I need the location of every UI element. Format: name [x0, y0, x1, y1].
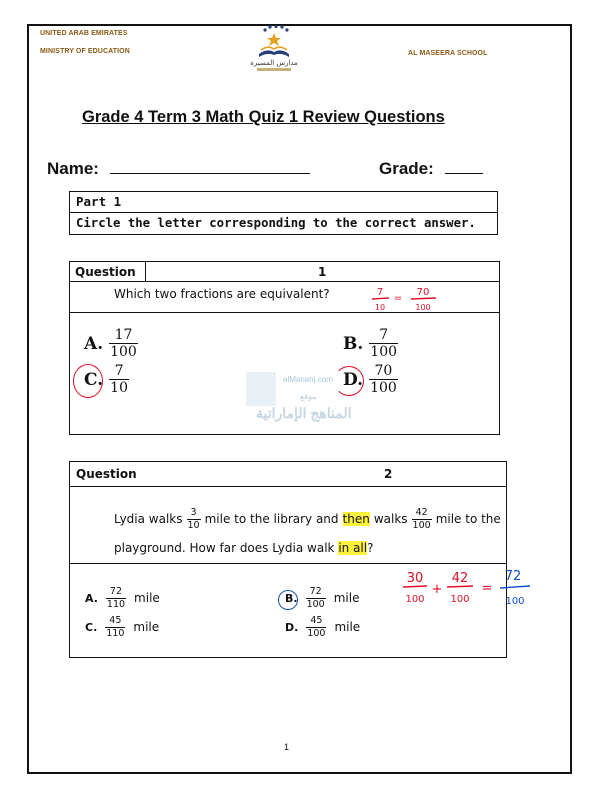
option-fraction: $\frac{45}{100}$ — [307, 615, 326, 639]
header-country: UNITED ARAB EMIRATES — [40, 30, 128, 37]
watermark-site-name: المناهج الإماراتية — [256, 405, 352, 421]
question1-header-separator — [145, 261, 146, 281]
q1-hw-left-num: 7 — [376, 287, 384, 298]
question1-prompt: Which two fractions are equivalent? — [114, 287, 330, 301]
logo-arabic-text: مدارس المسيرة — [250, 59, 298, 67]
question2-fraction-1: $\frac{3}{10}$ — [187, 507, 200, 531]
school-logo — [243, 24, 305, 74]
question1-option-a[interactable] — [84, 328, 138, 359]
q1-hw-right-num: 70 — [416, 287, 430, 298]
option-fraction: $\frac{72}{110}$ — [106, 586, 126, 610]
grade-label: Grade: — [379, 159, 434, 178]
question2-prompt-line2: playground. How far does Lydia walk in all? — [114, 541, 374, 555]
question1-c-circle-mark — [73, 364, 103, 398]
q2-hw-plus: + — [431, 582, 443, 597]
q2-hw-b-num: 42 — [451, 571, 469, 586]
q2-hw-a-num: 30 — [406, 571, 424, 586]
question2-label: Question — [76, 467, 137, 481]
page-title: Grade 4 Term 3 Math Quiz 1 Review Questions — [82, 108, 445, 126]
part-instruction: Circle the letter corresponding to the correct answer. — [76, 216, 476, 230]
question1-number: 1 — [318, 265, 327, 279]
option-unit: mile — [133, 620, 160, 634]
highlight-in-all: in all — [338, 541, 368, 555]
question2-prompt-divider — [69, 563, 507, 564]
watermark-site-label: موقع — [300, 392, 317, 401]
q1-hw-left-den: 10 — [374, 303, 386, 312]
q2-hw-c-num: 72 — [504, 569, 522, 584]
q1-hw-eq: = — [393, 293, 403, 304]
option-fraction: $\frac{7}{10}$ — [110, 363, 128, 396]
header-ministry: MINISTRY OF EDUCATION — [40, 48, 130, 55]
option-unit: mile — [333, 591, 360, 605]
option-unit: mile — [334, 620, 361, 634]
option-fraction: $\frac{45}{110}$ — [106, 615, 125, 639]
highlight-then: then — [342, 512, 370, 526]
question2-number: 2 — [384, 467, 393, 481]
option-fraction: $\frac{70}{100}$ — [370, 363, 397, 396]
q2-hw-a-den: 100 — [405, 594, 425, 605]
q1-hw-right-den: 100 — [415, 303, 431, 312]
name-field[interactable] — [47, 159, 310, 179]
option-fraction: $\frac{17}{100}$ — [110, 327, 137, 360]
option-letter: A. — [85, 591, 98, 605]
grade-field[interactable] — [379, 159, 483, 179]
header-school: AL MASEERA SCHOOL — [408, 50, 488, 57]
question2-fraction-2: $\frac{42}{100}$ — [412, 507, 431, 531]
q2-hw-eq: = — [481, 581, 493, 596]
question1-handwritten-work — [368, 284, 448, 314]
question1-d-circle-mark — [334, 366, 364, 396]
option-letter: B. — [285, 591, 298, 605]
option-fraction: $\frac{72}{100}$ — [306, 586, 325, 610]
question1-header-divider — [69, 281, 500, 282]
question1-option-b[interactable] — [343, 328, 398, 359]
option-letter: D. — [343, 369, 364, 390]
grade-blank-line[interactable] — [445, 173, 483, 174]
option-letter: D. — [285, 620, 299, 634]
option-letter: C. — [85, 620, 98, 634]
question2-prompt-line1: Lydia walks $\frac{3}{10}$ mile to the library and then walks $\frac{42}{100}$ mile to the — [114, 507, 501, 531]
part-label: Part 1 — [76, 194, 122, 209]
question1-label: Question — [75, 265, 136, 279]
option-fraction: $\frac{7}{100}$ — [370, 327, 398, 360]
option-unit: mile — [134, 591, 160, 605]
q2-hw-c-den: 100 — [505, 596, 525, 607]
question2-handwritten-work — [400, 566, 535, 610]
option-letter: A. — [84, 333, 104, 354]
question2-header-divider — [69, 486, 507, 487]
watermark-url: alManahj.com — [283, 375, 333, 384]
watermark-block — [246, 372, 276, 406]
part-box-divider — [69, 212, 498, 213]
question2-option-a[interactable] — [85, 587, 160, 609]
question2-option-d[interactable] — [285, 616, 360, 638]
question2-b-circle-mark — [278, 590, 298, 610]
option-letter: C. — [84, 369, 104, 390]
name-blank-line[interactable] — [110, 173, 310, 174]
option-letter: B. — [343, 333, 364, 354]
name-label: Name: — [47, 159, 99, 178]
question2-option-c[interactable] — [85, 616, 159, 638]
page-number: 1 — [284, 742, 290, 752]
q2-hw-b-den: 100 — [450, 594, 470, 605]
